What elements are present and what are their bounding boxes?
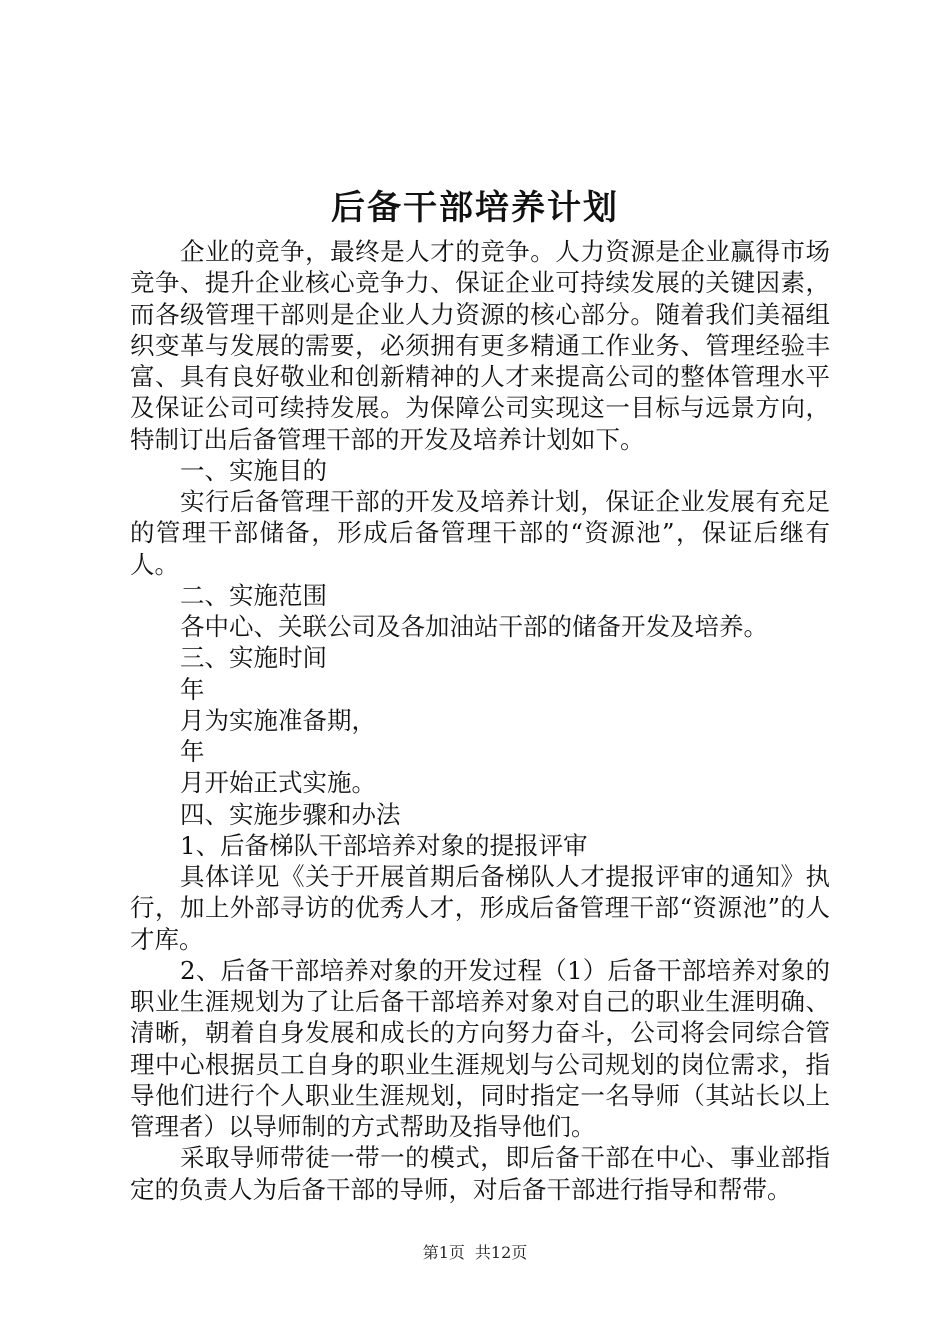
time-line-start: 月开始正式实施。 xyxy=(180,768,376,798)
mentor-paragraph: 采取导师带徒一带一的模式，即后备干部在中心、事业部指定的负责人为后备干部的导师，对后备干部进行指导和帮带。 xyxy=(130,1143,830,1204)
development-paragraph: 2、后备干部培养对象的开发过程（1）后备干部培养对象的职业生涯规划为了让后备干部培养对象对自己的职业生涯明确、清晰，朝着自身发展和成长的方向努力奋斗，公司将会同综合管理中心根据员工自身的职业生涯规划与公司规划的岗位需求，指导他们进行个人职业生涯规划，同时指定一名导师（其站长以上管理者）以导师制的方式帮助及指导他们。 xyxy=(130,955,830,1141)
time-line-year-2: 年 xyxy=(180,737,205,766)
subheading-nomination: 1、后备梯队干部培养对象的提报评审 xyxy=(180,830,588,860)
section-heading-scope: 二、实施范围 xyxy=(180,580,327,610)
purpose-paragraph: 实行后备管理干部的开发及培养计划，保证企业发展有充足的管理干部储备，形成后备管理干部的“资源池”，保证后继有人。 xyxy=(130,487,830,579)
page-number: 第1页 xyxy=(422,1243,465,1262)
time-line-prep-period: 月为实施准备期， xyxy=(180,705,376,735)
nomination-paragraph: 具体详见《关于开展首期后备梯队人才提报评审的通知》执行，加上外部寻访的优秀人才，形成后备管理干部“资源池”的人才库。 xyxy=(130,862,830,954)
intro-paragraph: 企业的竞争，最终是人才的竞争。人力资源是企业赢得市场竞争、提升企业核心竞争力、保证企业可持续发展的关键因素，而各级管理干部则是企业人力资源的核心部分。随着我们美福组织变革与发展的需要，必须拥有更多精通工作业务、管理经验丰富、具有良好敬业和创新精神的人才来提高公司的整体管理水平及保证公司可续持发展。为保障公司实现这一目标与远景方向，特制订出后备管理干部的开发及培养计划如下。 xyxy=(130,237,830,454)
scope-paragraph: 各中心、关联公司及各加油站干部的储备开发及培养。 xyxy=(180,612,768,641)
page-footer xyxy=(0,1243,950,1263)
section-heading-time: 三、实施时间 xyxy=(180,643,327,673)
document-title: 后备干部培养计划 xyxy=(331,188,619,228)
time-line-year-1: 年 xyxy=(180,674,205,704)
document-body xyxy=(130,236,830,1205)
page-total: 共12页 xyxy=(474,1243,528,1262)
section-heading-steps: 四、实施步骤和办法 xyxy=(180,799,401,829)
section-heading-purpose: 一、实施目的 xyxy=(180,455,327,485)
